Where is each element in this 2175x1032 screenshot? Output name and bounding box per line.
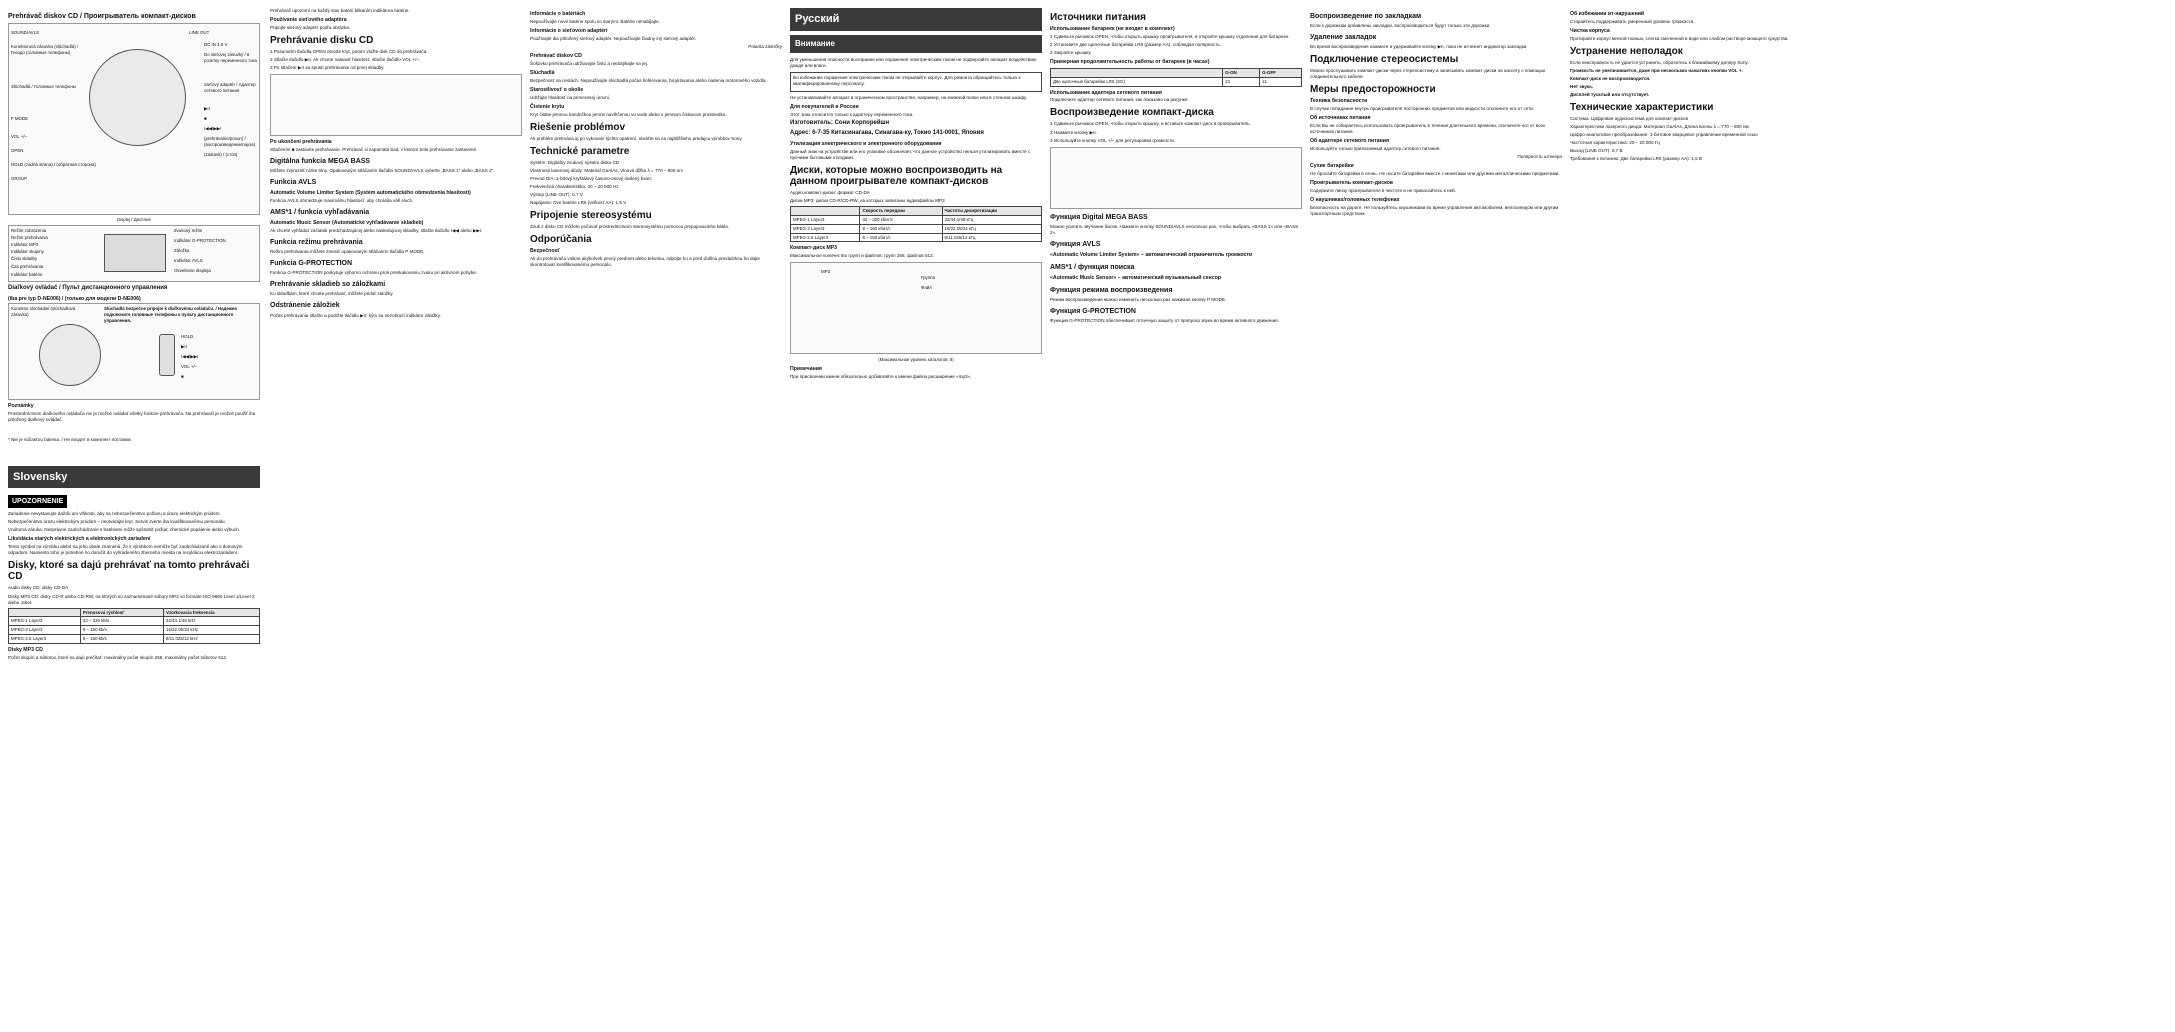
section-title: Сухие батарейки <box>1310 163 1354 170</box>
play-step-text: Po stlačení ▶II sa spustí prehrávanie od prvej skladby. <box>273 65 385 71</box>
tech-title: Технические характеристики <box>1570 102 1714 114</box>
section-title: Об адаптере сетевого питания <box>1310 138 1390 145</box>
table-cell: 8 – 160 kb/s <box>80 626 163 635</box>
diagram1-label-1: Konektorová zásuvka (slúchadlá) / Гнездо (головные телефоны) <box>11 44 79 55</box>
column-1 <box>8 8 260 663</box>
diagram1-label-0: SOUND/AVLS <box>11 30 39 36</box>
section-body: Не бросайте батарейки в огонь. Не носите батарейки вместе с монетами или другими металлическими предметами. <box>1310 171 1560 177</box>
stereo-title: Подключение стереосистемы <box>1310 54 1459 66</box>
address: Адрес: 6-7-35 Китасинагава, Синагава-ку, Токио 141-0001, Япония <box>790 130 984 137</box>
trouble-item: Громкость не увеличивается, даже при нескольких нажатиях кнопки VOL +. <box>1570 67 1743 73</box>
section-title: Čistenie krytu <box>530 103 565 110</box>
remote-label: I◀◀/▶▶I <box>181 354 199 360</box>
section-title: Slúchadlá <box>530 69 555 76</box>
play-step: 3 Po stlačení ▶II sa spustí prehrávanie od prvej skladby. <box>270 65 385 71</box>
section-body: Если к дорожкам добавлены закладки, воспроизводиться будут только эти дорожки. <box>1310 23 1491 29</box>
section-body: Протирайте корпус мягкой тканью, слегка смоченной в воде или слабом растворе моющего средства. <box>1570 35 1789 41</box>
section-title: Об источниках питания <box>1310 115 1371 122</box>
section-title: Функция G-PROTECTION <box>1050 307 1136 315</box>
section-body: Режим воспроизведения можно изменить несколько раз нажимая кнопку P MODE. <box>1050 296 1227 302</box>
table-cell: 16/22.05/24 kHz <box>164 626 260 635</box>
warning-paragraph: Zariadenie nevystavujte dažďu ani vlhkosti, aby sa nebezpečenstvo požiaru a úrazu elektrickým prúdom. <box>8 511 221 517</box>
display-left-label: Režim zobrazenia <box>11 227 47 233</box>
table-cell: MPEG-1 Layer3 <box>9 617 81 626</box>
section-title: Проигрыватель компакт-дисков <box>1310 180 1393 187</box>
table-cell: MPEG-2 Layer3 <box>791 224 860 233</box>
remote-label: ■ <box>181 374 184 380</box>
table-cell: Две щелочные батарейки LR6 (SG) <box>1051 77 1223 86</box>
mp3-title: Disky MP3 CD <box>8 646 43 653</box>
tech-item: Цифро-аналоговое преобразование: 1-битовое кварцевое управление временной осью <box>1570 132 1758 138</box>
tree-label: Группа <box>921 275 935 281</box>
remote-player-illustration <box>39 324 101 386</box>
display-title: Displej / Дисплей <box>117 217 151 223</box>
discs-title: Disky, ktoré sa dajú prehrávať na tomto prehrávači CD <box>8 560 250 583</box>
table-cell: 16/22,05/24 кГц <box>942 224 1041 233</box>
section-body: Udržujte hlasitosť na primeranej úrovni. <box>530 94 611 100</box>
section-title: Утилизация электрического и электронного оборудования <box>790 141 942 148</box>
play-step-text: Нажмите кнопку ▶II. <box>1053 129 1097 135</box>
section-title: Функция Digital MEGA BASS <box>1050 213 1148 221</box>
tech-item: Система: Цифровая аудиосистема для компакт-дисков <box>1570 116 1689 122</box>
display-left-label: Čas prehrávania <box>11 263 44 269</box>
trouble-title: Устранение неполадок <box>1570 45 1683 57</box>
disposal-title: Likvidácia starých elektrických a elektronických zariadení <box>8 536 151 543</box>
remote-diagram <box>8 303 260 400</box>
section-title: Používanie sieťového adaptéra <box>270 17 347 24</box>
display-diagram <box>8 225 260 282</box>
diagram1-label-7: GROUP <box>11 176 28 182</box>
diagram1-label-4: VOL +/– <box>11 134 28 140</box>
tech-item: Napájanie: Dve batérie LR6 (veľkosť AA): 1,5 V <box>530 199 627 205</box>
section-body: Ak do prehrávača vnikne akýkoľvek pevný predmet alebo tekutina, odpojte ho a pred ďalšou prevádzkou ho dajte skontrolovať kvalifikovanému personálu. <box>530 255 760 268</box>
diagram1-rlabel-6: I◀◀/▶▶I <box>204 126 222 132</box>
discs-item: Audio disky CD: disky CD-DA <box>8 585 69 591</box>
section-body: Nepoužívajte nové batérie spolu so starými. Batérie nenabíjajte. <box>530 18 660 24</box>
section-title: Prehrávač diskov CD <box>530 52 582 59</box>
tech-item: Prevod D/A: 1-bitový kryštálový časovo-osový riadený kvarc <box>530 175 652 181</box>
tech-item: Характеристики лазерного диода: Материал GaAlAs, Длина волны λ = 770 – 800 нм <box>1570 124 1749 130</box>
section-body: Funkcia AVLS obmedzuje maximálnu hlasitosť, aby chránila váš sluch. <box>270 198 414 204</box>
table-cell: 32 – 320 kb/s <box>80 617 163 626</box>
notes-title: Примечания <box>790 366 822 373</box>
section-title: Функция режима воспроизведения <box>1050 286 1173 294</box>
discs-item: Диски MP3: диски CD-R/CD-RW, на которых записаны аудиофайлы MP3 <box>790 198 945 204</box>
section-title: О наушниках/головных телефонах <box>1310 197 1400 204</box>
section-body: В случае попадания внутрь проигрывателя посторонних предметов или жидкости отключите его от сети. <box>1310 106 1535 112</box>
play-title: Воспроизведение компакт-диска <box>1050 107 1214 119</box>
section-title: Для покупателей в России <box>790 104 859 111</box>
column-7 <box>1570 8 1822 165</box>
section-subtitle: Bezpečnosť <box>530 248 560 255</box>
section-title: Funkcia G-PROTECTION <box>270 260 353 268</box>
section-body: Funkcia G-PROTECTION poskytuje výbornú ochranu proti preskakovaniu zvuku pri aktívnom pohybe. <box>270 270 478 276</box>
section-body: Stlačením ■ zastavíte prehrávanie. Prehrávač si zapamätá bod, v ktorom bolo prehrávanie zastavené. <box>270 147 478 153</box>
section-body: Если Вы не собираетесь использовать проигрыватель в течение длительного времени, отключите его от всех источников питания. <box>1310 123 1546 135</box>
display-left-label: Režim prehrávania <box>11 234 48 240</box>
section-body: Ak problém pretrváva aj po vykonaní týchto opatrení, obráťte sa na najbližšieho predajcu výrobkov Sony. <box>530 135 743 141</box>
section-title: Informácie o sieťovom adaptéri <box>530 27 608 34</box>
section-body: Môžete zvýrazniť nízke tóny. Opakovaným stláčaním tlačidla SOUND/AVLS vyberte „BASS 1“ alebo „BASS 2“. <box>270 168 495 174</box>
polarity-label: Полярность штекера <box>1517 154 1562 160</box>
table-header-cell <box>1051 68 1223 77</box>
bat-step: 3 Закройте крышку. <box>1050 49 1092 55</box>
folder-tree-diagram <box>790 262 1042 354</box>
precaution-title: Меры предосторожности <box>1310 84 1436 96</box>
table-cell: 8/11.025/12 kHz <box>164 635 260 644</box>
intro-text: Prehrávač upozorní na každý stav batérií blikaním indikátora batérie. <box>270 8 410 13</box>
section-title: Воспроизведение по закладкам <box>1310 13 1422 20</box>
trouble-title: Riešenie problémov <box>530 121 626 133</box>
remote-label: VOL +/– <box>181 364 198 370</box>
section-body: Zvuk z disku CD môžete počúvať prostredníctvom stereosystému pomocou prepojovacieho kábla. <box>530 224 730 230</box>
mp3-body: Максимальное количество групп и файлов: групп 256, файлов 512. <box>790 253 934 259</box>
remote-label: HOLD <box>181 334 194 340</box>
play-step: 3 Используйте кнопку VOL +/– для регулировки громкости. <box>1050 137 1176 143</box>
manufacturer: Изготовитель: Сони Корпорейшн <box>790 120 890 127</box>
table-header-cell: G-OFF <box>1260 68 1302 77</box>
tech-item: Výstup (LINE OUT): 0,7 V <box>530 191 583 197</box>
section-body: Старайтесь поддерживать умеренный уровень громкости. <box>1570 18 1695 24</box>
table-cell: 8 – 160 kb/s <box>80 635 163 644</box>
remote-subtitle: (iba pre typ D-NE006) / (только для модели D-NE006) <box>8 295 141 302</box>
column-2 <box>270 8 522 321</box>
column-6 <box>1310 8 1562 219</box>
section-body: Можно усилить звучание басов. Нажмите кнопку SOUND/AVLS несколько раз, чтобы выбрать «BASS 1» или «BASS 2». <box>1050 223 1299 235</box>
section-body: Используйте только прилагаемый адаптер сетевого питания. <box>1310 146 1441 152</box>
table-row <box>9 626 260 635</box>
warning-paragraph: Nebezpečenstvo úrazu elektrickým prúdom – neotvárajte kryt. Servis zverte iba kvalifikovanému personálu. <box>8 519 226 525</box>
table-cell: MPEG-2.5 Layer3 <box>9 635 81 644</box>
table-header-cell <box>791 207 860 216</box>
notes-body: При присвоении имени обязательно добавляйте к имени файла расширение «mp3». <box>790 373 972 379</box>
diagram1-label-2: Slúchadlá / Головные телефоны <box>11 84 76 90</box>
section-subtitle: «Automatic Music Sensor» – автоматический музыкальный сенсор <box>1050 274 1222 281</box>
section-title: Примерная продолжительность работы от батареек (в часах) <box>1050 59 1210 66</box>
section-subtitle: Automatic Volume Limiter System (Systém automatického obmedzenia hlasitosti) <box>270 190 471 197</box>
display-left-label: Indikátor MP3 <box>11 241 39 247</box>
play-title: Prehrávanie disku CD <box>270 34 374 46</box>
language-heading-slovak: Slovensky <box>8 466 260 489</box>
table-cell: MPEG-1 Layer3 <box>791 216 860 225</box>
diagram1-rlabel-8: (zastavit) / (стоп) <box>204 152 238 158</box>
table-row <box>791 233 1042 242</box>
section-body: Počas prehrávania stlačte a podržte tlačidlo ▶II, kým sa nezobrazí indikátor záložky. <box>270 312 441 318</box>
table-cell: MPEG-2 Layer3 <box>9 626 81 635</box>
bat-step: 2 Установите две щелочные батарейки LR6 (размер AA), соблюдая полярность. <box>1050 41 1222 47</box>
table-cell: 32/44,1/48 кГц <box>942 216 1041 225</box>
play-illustration <box>270 74 522 136</box>
section-body: Ku skladbám, ktoré chcete prehrávať, môžete pridať záložky. <box>270 291 394 297</box>
diagram1-title: Prehrávač diskov CD / Проигрыватель компакт-дисков <box>8 13 196 20</box>
warning-paragraph: Для уменьшения опасности возгорания или поражения электрическим током не подвергайте аппарат воздействию дождя или влаги. <box>790 57 1037 69</box>
section-title: Starostlivosť o okolie <box>530 86 584 93</box>
remote-label: Konektor slúchadiel (slúchadlová zásuvka) <box>11 306 76 318</box>
play-step-text: Posunutím tlačidla OPEN otvorte kryt, potom vložte disk CD do prehrávača. <box>273 48 428 54</box>
column-5 <box>1050 8 1302 326</box>
diagram1-label-5: OPEN <box>11 148 24 154</box>
section-body: Данный знак на устройстве или его упаковке обозначает, что данное устройство нельзя утилизировать вместе с прочими бытовыми отходами. <box>790 148 1031 161</box>
notes-title: Poznámky <box>8 403 34 410</box>
notes-body: Prostredníctvom diaľkového ovládača nie je možné ovládať všetky funkcie prehrávača. Na prehrávači je možné použiť iba priložený diaľkový ovládač. <box>8 411 256 423</box>
table-header-cell: Частоты дискретизации <box>942 207 1041 216</box>
warning-heading: Внимание <box>790 35 1042 54</box>
tech-item: Выход (LINE OUT): 0,7 В <box>1570 148 1623 154</box>
stereo-title: Pripojenie stereosystému <box>530 210 652 222</box>
diagram1-rlabel-7: (prehrávanie/posun) / (воспроизведение/пауза) <box>204 136 256 147</box>
table-header-cell: Prenosová rýchlosť <box>80 608 163 617</box>
section-body: Безопасность на дороге. Не пользуйтесь наушниками во время управления автомобилем, велосипедом или другим транспортным средством. <box>1310 204 1559 216</box>
table-header-cell <box>9 608 81 617</box>
footnote: * Nie je súčasťou balenia. / Не входят в комплект поставки. <box>8 437 132 443</box>
section-title: AMS*1 / funkcia vyhľadávania <box>270 209 370 217</box>
warning-heading: UPOZORNENIE <box>8 495 67 508</box>
section-title: Функция AVLS <box>1050 240 1101 248</box>
battery-life-table <box>1050 68 1302 87</box>
diagram1-rlabel-0: LINE OUT <box>189 30 210 36</box>
section-body: Подключите адаптер сетевого питания, как показано на рисунке. <box>1050 97 1189 103</box>
power-title: Источники питания <box>1050 12 1146 23</box>
remote-control-illustration <box>159 334 175 376</box>
table-cell: MPEG-2.5 Layer3 <box>791 233 860 242</box>
player-illustration <box>89 49 186 146</box>
display-left-label: Indikátor skupiny <box>11 248 44 254</box>
section-subtitle: «Automatic Volume Limiter System» – автоматический ограничитель громкости <box>1050 251 1253 258</box>
section-body: Функция G-PROTECTION обеспечивает отличную защиту от пропуска звука во время активного движения. <box>1050 317 1279 323</box>
remote-title: Diaľkový ovládač / Пульт дистанционного управления <box>8 284 168 291</box>
play-step: 1 Posunutím tlačidla OPEN otvorte kryt, potom vložte disk CD do prehrávača. <box>270 48 428 54</box>
mp3-title: Компакт-диск MP3 <box>790 245 838 252</box>
play-step-text: Stlačte tlačidlo ▶II. Ak chcete nastaviť hlasitosť, stlačte tlačidlo VOL +/–. <box>273 57 421 63</box>
display-right-label: Indikátor AVLS <box>174 257 203 263</box>
table-header-cell: G-ON <box>1223 68 1260 77</box>
table-row <box>791 216 1042 225</box>
column-3 <box>530 8 782 270</box>
display-right-label: Indikátor G-PROTECTION <box>174 237 226 243</box>
bat-step-text: Сдвиньте рычажок OPEN, чтобы открыть крышку проигрывателя, и откройте крышку отделения для батареек. <box>1053 33 1290 39</box>
table-cell: 21 <box>1260 77 1302 86</box>
play-step: 2 Нажмите кнопку ▶II. <box>1050 129 1097 135</box>
section-title: AMS*1 / функция поиска <box>1050 263 1135 271</box>
section-title: Funkcia režimu prehrávania <box>270 239 363 247</box>
polarity-label: Polarita zástrčky <box>748 43 782 49</box>
diagram1-rlabel-1: DC IN 4.5 V <box>204 42 228 48</box>
table-cell: 8 – 160 кбит/с <box>860 233 942 242</box>
section-body: Pripojte sieťový adaptér podľa obrázka. <box>270 24 351 30</box>
diagram1-label-3: F MODE <box>11 116 29 122</box>
table-cell: 32 – 320 кбит/с <box>860 216 942 225</box>
warning-paragraph: Во избежание поражения электрическим током не открывайте корпус. Для ремонта обращайтесь только к квалифицированному персоналу. <box>793 75 1021 87</box>
bat-step-text: Установите две щелочные батарейки LR6 (размер AA), соблюдая полярность. <box>1053 41 1222 47</box>
play-illustration <box>1050 147 1302 209</box>
remote-note: Slúchadlá bezpečne pripojte k diaľkovému ovládaču. / Надежно подключите головные телефоны к пульту дистанционного управления. <box>104 306 238 324</box>
discs-item: Disky MP3 CD: disky CD-R alebo CD-RW, na ktorých sú zaznamenané súbory MP3 vo formáte ISO 9660 Level 1/Level 2 alebo Joliet. <box>8 593 255 605</box>
discs-item: Аудио компакт-диски: формат CD-DA <box>790 190 870 196</box>
mp3-body: Počet skupín a súborov, ktoré sa dajú prečítať: maximálny počet skupín 256, maximálny počet súborov 512. <box>8 654 228 660</box>
column-4 <box>790 8 1042 382</box>
section-subtitle: Automatic Music Sensor (Automatické vyhľadávanie skladieb) <box>270 220 424 227</box>
section-title: Digitálna funkcia MEGA BASS <box>270 158 371 166</box>
section-body: Režim prehrávania môžete zmeniť opakovaným stláčaním tlačidla P MODE. <box>270 249 425 255</box>
warning-paragraph: Vnútorná záruka. Nesprávne zaobchádzanie s batériami môže spôsobiť požiar, chemické popálenie alebo výbuch. <box>8 527 241 533</box>
section-title: Удаление закладок <box>1310 34 1377 42</box>
play-step: 1 Сдвиньте рычажок OPEN, чтобы открыть крышку, и вставьте компакт-диск в проигрыватель. <box>1050 121 1251 127</box>
section-body: Содержите линзу проигрывателя в чистоте и не прикасайтесь к ней. <box>1310 188 1456 194</box>
section-title: Informácie o batériách <box>530 11 586 17</box>
language-heading-russian: Русский <box>790 8 1042 31</box>
tech-item: Frekvenčná charakteristika: 20 – 20 000 Hz <box>530 183 619 189</box>
diagram1-rlabel-4: ▶II <box>204 106 210 112</box>
play-step-text: Используйте кнопку VOL +/– для регулировки громкости. <box>1053 137 1176 143</box>
diagram1-label-6: HOLD (zadná strana) / (обратная сторона) <box>11 162 96 168</box>
section-title: Po ukončení prehrávania <box>270 139 332 146</box>
tree-label: Файл <box>921 285 932 291</box>
section-title: Техника безопасности <box>1310 98 1368 105</box>
table-row <box>1051 77 1302 86</box>
tree-label: MP3 <box>821 269 831 275</box>
table-cell: 8 – 160 кбит/с <box>860 224 942 233</box>
section-body: Ak chcete vyhľadať začiatok predchádzajúcej alebo nasledujúcej skladby, stlačte tlačidlo I◀◀ alebo ▶▶I. <box>270 228 483 234</box>
player-diagram <box>8 23 260 215</box>
lcd-display <box>104 234 166 272</box>
section-body: Можно прослушивать компакт-диски через стереосистему и записывать компакт-диски на кассету с помощью соединительного кабеля. <box>1310 68 1546 80</box>
section-title: Prehrávanie skladieb so záložkami <box>270 281 386 289</box>
tech-item: Частотная характеристика: 20 – 20 000 Гц <box>1570 140 1660 146</box>
display-left-label: Indikátor batérie <box>11 271 43 277</box>
section-title: Funkcia AVLS <box>270 179 317 187</box>
discs-title: Диски, которые можно воспроизводить на данном проигрывателе компакт-дисков <box>790 165 1003 188</box>
table-row <box>9 635 260 644</box>
section-body: Bezpečnosť na cestách. Nepoužívajte slúchadlá počas šoférovania, bicyklovania alebo riadenia motorového vozidla. <box>530 77 767 83</box>
tech-item: Systém: Digitálny zvukový systém disku CD <box>530 159 620 165</box>
diagram1-rlabel-3: Sieťový adaptér / Адаптер сетевого питания <box>204 82 256 93</box>
trouble-item: Компакт-диск не воспроизводится. <box>1570 75 1651 81</box>
section-title: Чистка корпуса <box>1570 27 1610 34</box>
table-row <box>791 224 1042 233</box>
tech-item: Требования к питанию: Две батарейки LR6 (размер AA): 1,5 В <box>1570 156 1702 162</box>
table-row <box>9 617 260 626</box>
display-right-label: Zvukový režim <box>174 227 203 233</box>
table-cell: 32/44.1/48 kHz <box>164 617 260 626</box>
section-body: Если неисправность не удается устранить, обратитесь к ближайшему дилеру Sony. <box>1570 59 1749 65</box>
table-header-cell: Скорость передачи <box>860 207 942 216</box>
section-body: Šošovku prehrávača udržiavajte čistú a nedotýkajte sa jej. <box>530 60 648 66</box>
section-body: Kryt čistite jemnou handričkou jemne navlhčenou vo vode alebo v jemnom čistiacom prostriedku. <box>530 111 727 117</box>
table-cell: 21 <box>1223 77 1260 86</box>
trouble-item: Нет звука. <box>1570 84 1594 90</box>
bat-step: 1 Сдвиньте рычажок OPEN, чтобы открыть крышку проигрывателя, и откройте крышку отделения для батареек. <box>1050 33 1290 39</box>
tree-caption: (Максимальная уровень каталогов: 8) <box>878 357 954 363</box>
display-left-label: Číslo skladby <box>11 255 38 261</box>
section-title: Об избежании ит-нарушений <box>1570 11 1645 17</box>
table-cell: 8/11,025/12 кГц <box>942 233 1041 242</box>
section-body: Používajte iba priložený sieťový adaptér. Nepoužívajte žiadny iný sieťový adaptér. <box>530 35 697 41</box>
warning-box <box>790 72 1042 92</box>
remote-label: ▶II <box>181 344 187 350</box>
play-step-text: Сдвиньте рычажок OPEN, чтобы открыть крышку, и вставьте компакт-диск в проигрыватель. <box>1053 121 1251 127</box>
display-right-label: Záložka <box>174 247 190 253</box>
play-step: 2 Stlačte tlačidlo ▶II. Ak chcete nastaviť hlasitosť, stlačte tlačidlo VOL +/–. <box>270 57 421 63</box>
section-title: Odstránenie záložiek <box>270 302 340 310</box>
section-title: Использование адаптера сетевого питания <box>1050 89 1162 96</box>
tech-title: Technické parametre <box>530 145 630 157</box>
table-header-cell: Vzorkovacia frekvencia <box>164 608 260 617</box>
bitrate-table <box>790 206 1042 242</box>
tech-item: Vlastnosti laserovej diódy: Materiál GaAlAs, Vlnová dĺžka λ = 770 – 800 nm <box>530 167 684 173</box>
warning-paragraph: Не устанавливайте аппарат в ограниченном пространстве, например, на книжной полке или в стенном шкафу. <box>790 95 1028 101</box>
trouble-item: Дисплей тусклый или отсутствует. <box>1570 92 1650 98</box>
section-body: Этот знак относится только к адаптеру переменного тока. <box>790 112 914 118</box>
diagram1-rlabel-5: ■ <box>204 116 207 122</box>
bat-step-text: Закройте крышку. <box>1053 49 1092 55</box>
diagram1-rlabel-2: Do sieťovej zásuvky / в розетку переменного тока <box>204 52 257 63</box>
section-body: Во время воспроизведения нажмите и удерживайте кнопку ▶II, пока не исчезнет индикатор закладки. <box>1310 44 1528 50</box>
disposal-body: Tento symbol na výrobku alebo na jeho obale znamená, že s výrobkom nemôže byť zaobchádzané ako s domovým odpadom. Namiesto toho je potrebné ho doručiť do vyhradeného zberného miesta na recykláciu elektrozariadení. <box>8 544 243 556</box>
section-title: Использование батареек (не входят в комплект) <box>1050 26 1175 32</box>
precaution-title: Odporúčania <box>530 234 592 246</box>
display-right-label: Osvetlenie displeja <box>174 267 211 273</box>
bitrate-table <box>8 608 260 644</box>
